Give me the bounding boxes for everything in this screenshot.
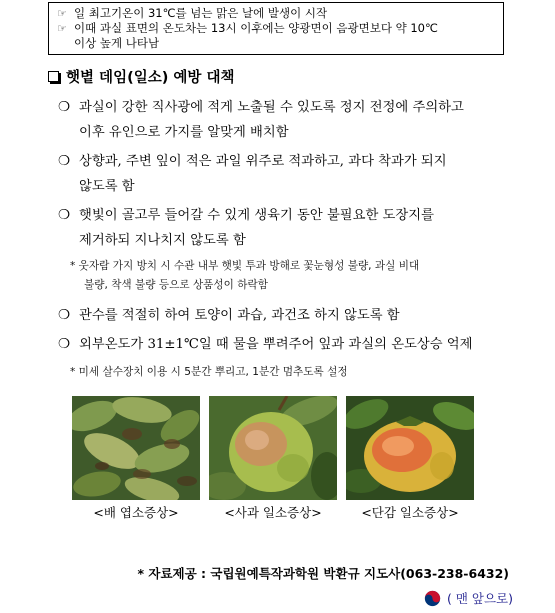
bullet-text-cont: 제거하되 지나치지 않도록 함: [79, 233, 246, 248]
note-text-cont: 불량, 착색 불량 등으로 상품성이 하락함: [84, 279, 268, 291]
back-to-top-label: ( 맨 앞으로): [446, 591, 513, 606]
bullet-item: [58, 95, 464, 145]
circle-bullet-icon: ❍: [58, 154, 70, 169]
bullet-text: 과실이 강한 직사광에 적게 노출될 수 있도록 정지 전정에 주의하고: [79, 100, 464, 115]
circle-bullet-icon: ❍: [58, 100, 70, 115]
asterisk-icon: *: [70, 366, 76, 378]
bullet-item: [58, 203, 434, 253]
info-box: [48, 2, 504, 55]
pointing-hand-icon: ☞: [57, 22, 67, 35]
asterisk-icon: *: [70, 260, 76, 272]
bullet-text: 외부온도가 31±1℃일 때 물을 뿌려주어 잎과 과실의 온도상승 억제: [79, 337, 473, 352]
pointing-hand-icon: ☞: [57, 7, 67, 20]
bullet-item: [58, 149, 447, 199]
data-source-credit: * 자료제공 : 국립원예특작과학원 박환규 지도사(063-238-6432): [137, 566, 509, 581]
photo-caption: <사과 일소증상>: [224, 505, 322, 520]
bullet-item: [58, 303, 400, 328]
photo-caption: <단감 일소증상>: [361, 505, 459, 520]
note-text: 미세 살수장치 이용 시 5분간 뿌리고, 1분간 멈추도록 설정: [78, 366, 348, 378]
photo-caption: <배 엽소증상>: [93, 505, 179, 520]
note-item: [70, 257, 419, 295]
bullet-text-cont: 않도록 함: [79, 179, 135, 194]
apple-sunburn-photo: [209, 396, 337, 500]
info-text-1: 일 최고기온이 31℃를 넘는 맑은 날에 발생이 시작: [74, 6, 328, 20]
bullet-item: [58, 332, 472, 357]
pear-leaf-scorch-photo: [72, 396, 200, 500]
info-line-2: [57, 21, 495, 36]
circle-bullet-icon: ❍: [58, 208, 70, 223]
persimmon-sunburn-photo: [346, 396, 474, 500]
circle-bullet-icon: ❍: [58, 308, 70, 323]
note-text: 웃자람 가지 방치 시 수관 내부 햇빛 투과 방해로 꽃눈형성 불량, 과실 비대: [78, 260, 420, 272]
info-line-1: [57, 6, 495, 21]
bullet-text-cont: 이후 유인으로 가지를 알맞게 배치함: [79, 125, 289, 140]
taegeuk-emblem-icon: [424, 590, 441, 607]
bullet-text: 햇빛이 골고루 들어갈 수 있게 생육기 동안 불필요한 도장지를: [79, 208, 434, 223]
circle-bullet-icon: ❍: [58, 337, 70, 352]
info-text-2-cont: 이상 높게 나타남: [74, 36, 160, 50]
note-item: [70, 363, 348, 382]
section-title: 햇볕 데임(일소) 예방 대책: [66, 70, 235, 86]
bullet-text: 상향과, 주변 잎이 적은 과일 위주로 적과하고, 과다 착과가 되지: [79, 154, 447, 169]
back-to-top-link[interactable]: [424, 589, 513, 607]
section-heading: [48, 66, 234, 87]
info-text-2: 이때 과실 표면의 온도차는 13시 이후에는 양광면이 음광면보다 약 10℃: [74, 21, 438, 35]
checkbox-square-icon: [48, 71, 59, 82]
bullet-text: 관수를 적절히 하여 토양이 과습, 과건조 하지 않도록 함: [79, 308, 400, 323]
